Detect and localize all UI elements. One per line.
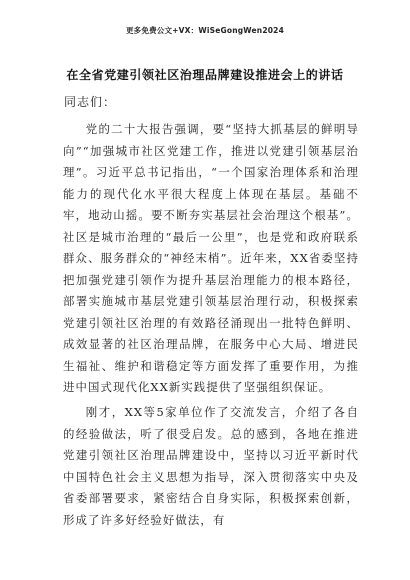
paragraph: 刚才，XX等5家单位作了交流发言，介绍了各自的经验做法，听了很受启发。总的感到，各地在推进党建引领社区治理品牌建设中，坚持以习近平新时代中国特色社会主义思想为指导，深入贯彻落实中央及省委部署要求，紧密结合自身实际，积极探索创新，形成了许多好经验好做法，有	[63, 405, 359, 527]
paragraph: 党的二十大报告强调，要“坚持大抓基层的鲜明导向”“加强城市社区党建工作，推进以党建引领基层治理”。习近平总书记指出，“一个国家治理体系和治理能力的现代化水平很大程度上体现在基层。基础不牢，地动山摇。要不断夯实基层社会治理这个根基”。社区是城市治理的“最后一公里”，也是党和政府联系群众、服务群众的“神经末梢”。近年来，XX省委坚持把加强党建引领作为提升基层治理能力的根本路径，部署实施城市基层党建引领基层治理行动，积极探索党建引领社区治理的有效路径涌现出一批特色鲜明、成效显著的社区治理品牌，在服务中心大局、增进民生福祉、维护和谐稳定等方面发挥了重要作用，为推进中国式现代化XX新实践提供了坚强组织保证。	[63, 122, 359, 394]
salutation: 同志们：	[64, 95, 117, 109]
document-title: 在全省党建引领社区治理品牌建设推进会上的讲话	[66, 68, 344, 82]
header-note: 更多免费公文+VX：WiSeGongWen2024	[125, 26, 285, 35]
